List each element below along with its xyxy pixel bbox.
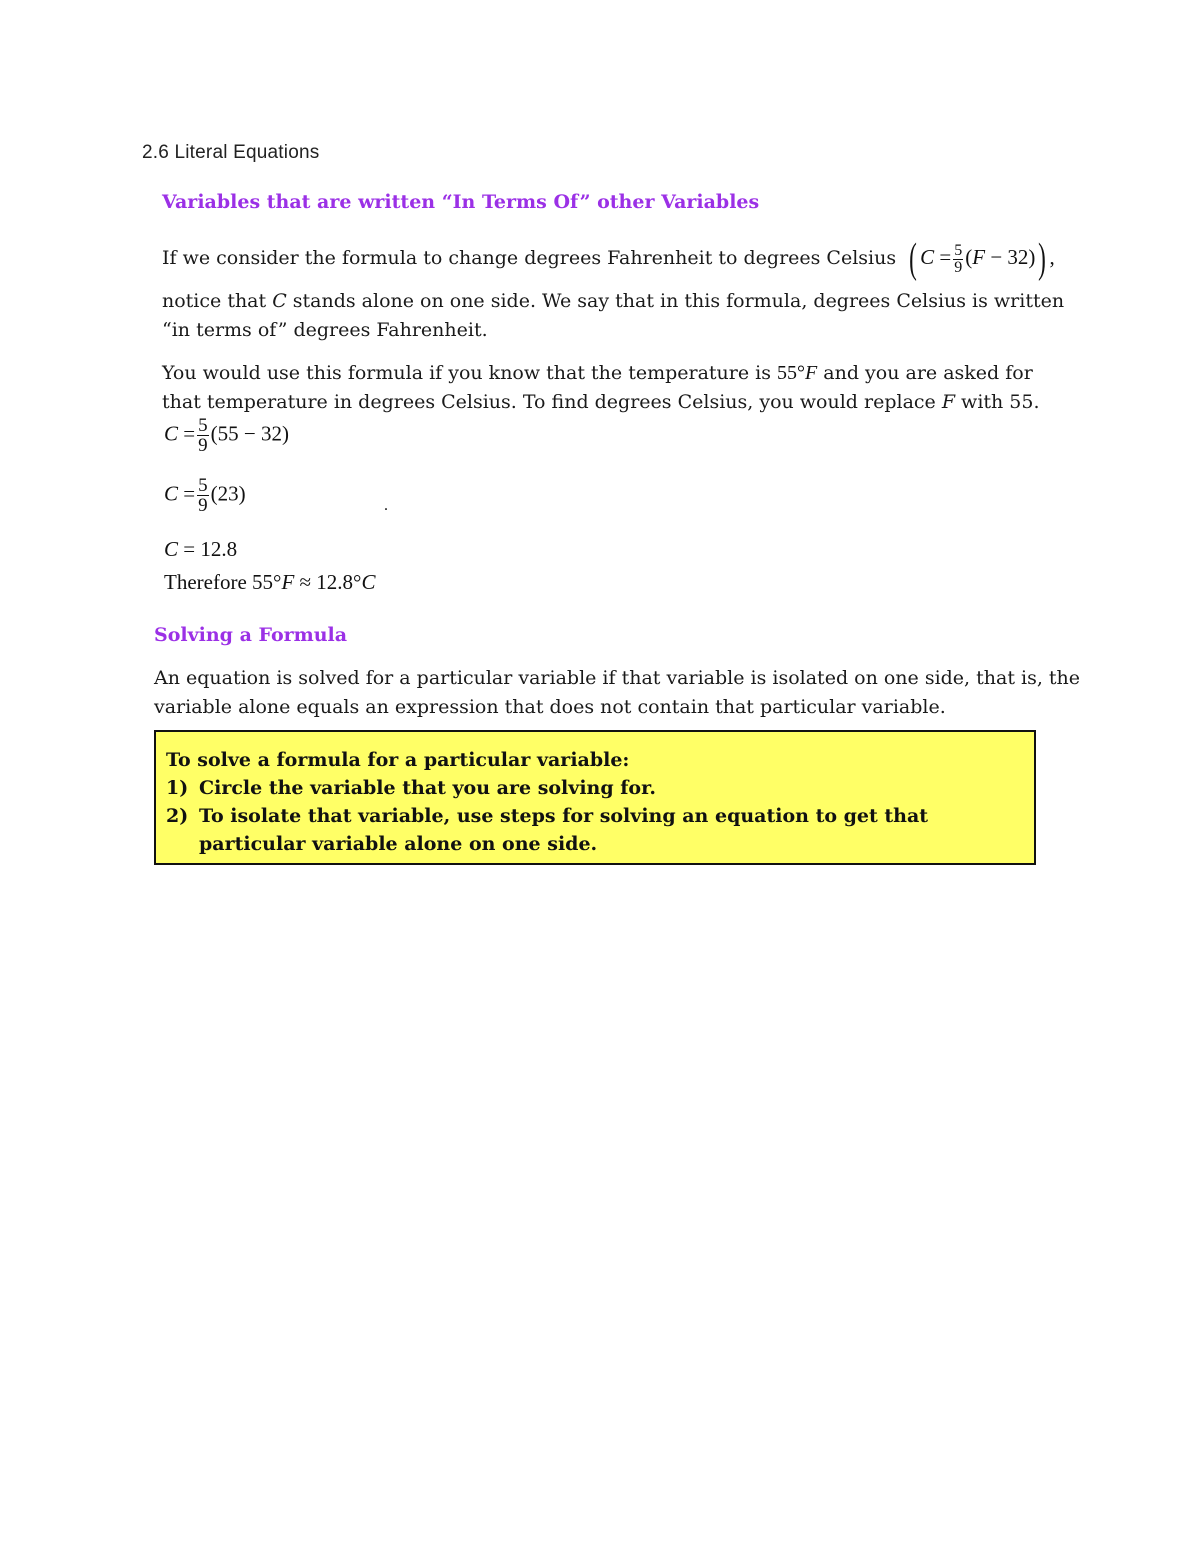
fraction-numerator: 5 bbox=[954, 241, 963, 259]
celsius-formula: ( C = $\frac{5}{9}$ (F − 32)) , bbox=[909, 236, 1055, 282]
rule-item-2: 2) To isolate that variable, use steps for solving an equation to get that particular variable alone on one side. bbox=[166, 805, 929, 855]
step-fraction: $\frac{5}{9}$ bbox=[198, 415, 208, 456]
stray-dot: . bbox=[384, 497, 388, 514]
fraction-denominator: 9 bbox=[954, 258, 963, 276]
formula-open-paren: ( bbox=[965, 244, 973, 269]
formula-fraction bbox=[953, 243, 963, 276]
paragraph-example: You would use this formula if you know that the temperature is 55°F and you are asked for that temperature in degrees Celsius. To find degrees Celsius, you would replace F with 55. bbox=[162, 362, 1040, 413]
section-heading-in-terms-of: Variables that are written “In Terms Of” other Variables bbox=[162, 191, 760, 213]
section-heading-solving-formula: Solving a Formula bbox=[154, 624, 348, 646]
paragraph-solved-definition: An equation is solved for a particular variable if that variable is isolated on one side, that is, the variable alone equals an expression that does not contain that particular variable. bbox=[154, 667, 1081, 718]
rule-box bbox=[154, 730, 1036, 865]
formula-var: F bbox=[972, 244, 986, 269]
conclusion: Therefore 55°F ≈ 12.8°C bbox=[164, 570, 376, 594]
formula-eq: = bbox=[939, 244, 952, 269]
paragraph-formula-intro bbox=[162, 238, 1055, 280]
paragraph-text: If we consider the formula to change degrees Fahrenheit to degrees Celsius bbox=[162, 246, 897, 269]
rule-item-1: 1) Circle the variable that you are solving for. bbox=[166, 777, 656, 799]
calc-step-1: C = $\frac{5}{9}$ (55 − 32) bbox=[164, 415, 289, 456]
formula-comma: , bbox=[1049, 244, 1055, 269]
page-title: 2.6 Literal Equations bbox=[142, 142, 320, 163]
step-fraction: $\frac{5}{9}$ bbox=[198, 475, 208, 516]
paragraph-notice: notice that C stands alone on one side. We say that in this formula, degrees Celsius is written “in terms of” degrees Fahrenheit. bbox=[162, 290, 1065, 341]
calc-step-3: C = 12.8 bbox=[164, 537, 238, 561]
calc-step-2: C = $\frac{5}{9}$ (23) bbox=[164, 475, 246, 516]
variable-f: F bbox=[941, 391, 956, 413]
formula-rest: − 32) bbox=[985, 244, 1036, 269]
formula-lhs: C bbox=[920, 244, 935, 269]
variable-c: C bbox=[272, 290, 287, 312]
rule-box-title: To solve a formula for a particular variable: bbox=[166, 749, 630, 771]
